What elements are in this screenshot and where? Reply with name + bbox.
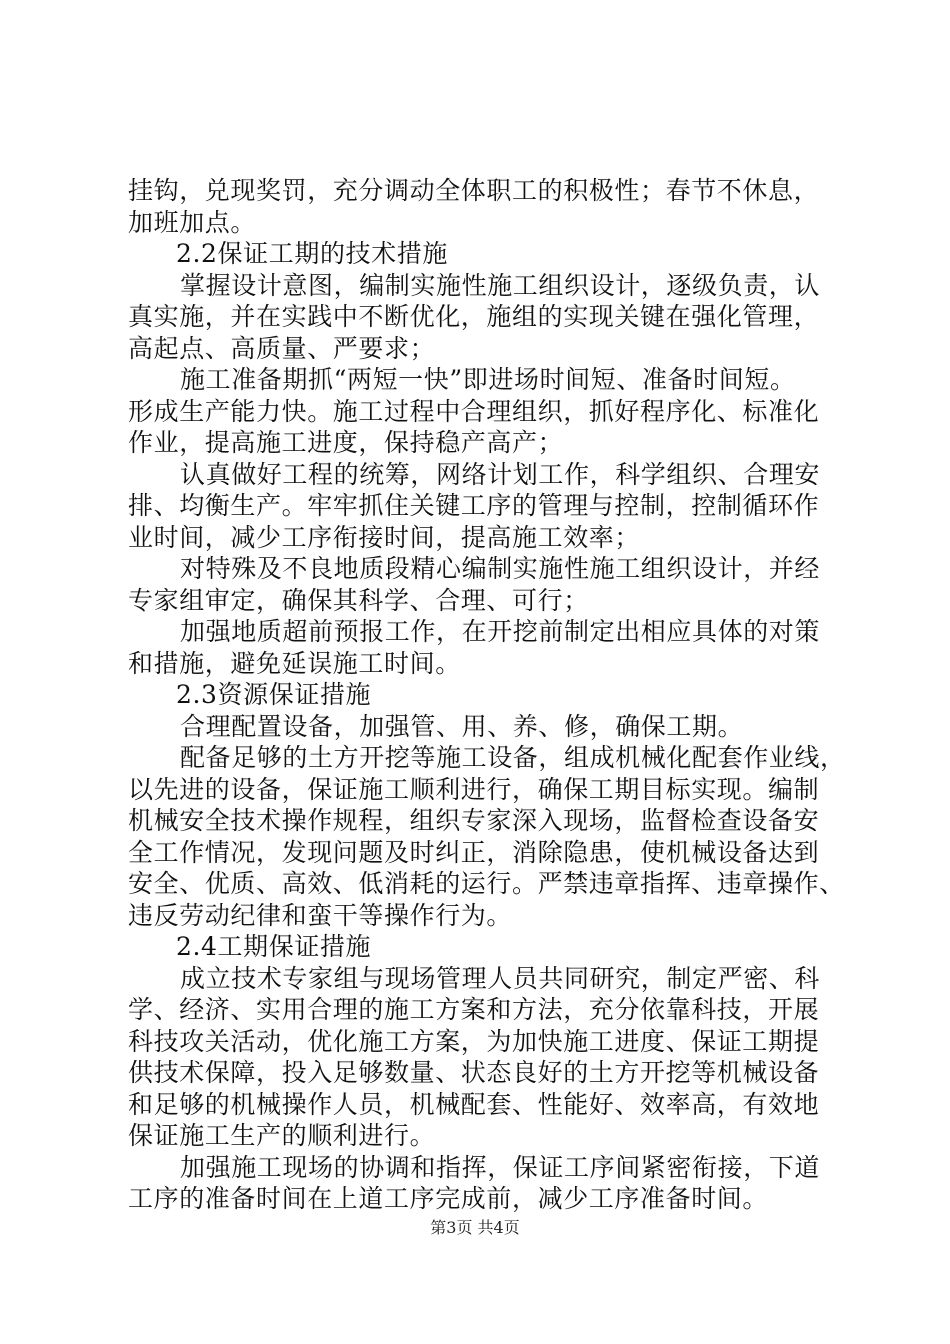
text-line: 业时间，减少工序衔接时间，提高施工效率；: [128, 522, 641, 552]
section-heading: 2.2保证工期的技术措施: [176, 239, 448, 268]
section-heading: 2.3资源保证措施: [176, 680, 372, 709]
text-line: 加班加点。: [128, 207, 257, 237]
page-footer: 第3页 共4页: [430, 1218, 520, 1237]
text-line: 真实施，并在实践中不断优化，施组的实现关键在强化管理，: [128, 302, 820, 331]
text-line: 认真做好工程的统筹，网络计划工作，科学组织、合理安: [180, 459, 821, 489]
text-line: 合理配置设备，加强管、用、养、修，确保工期。: [180, 711, 744, 741]
text-line: 全工作情况，发现问题及时纠正，消除隐患，使机械设备达到: [128, 837, 820, 867]
text-line: 以先进的设备，保证施工顺利进行，确保工期目标实现。编制: [128, 774, 820, 804]
text-line: 加强地质超前预报工作，在开挖前制定出相应具体的对策: [180, 617, 821, 646]
text-line: 保证施工生产的顺利进行。: [128, 1121, 436, 1150]
text-line: 机械安全技术操作规程，组织专家深入现场，监督检查设备安: [128, 806, 820, 835]
text-line: 专家组审定，确保其科学、合理、可行；: [128, 585, 589, 615]
text-line: 配备足够的土方开挖等施工设备，组成机械化配套作业线，: [180, 743, 846, 772]
text-line: 排、均衡生产。牢牢抓住关键工序的管理与控制，控制循环作: [128, 491, 820, 520]
text-line: 对特殊及不良地质段精心编制实施性施工组织设计，并经: [180, 554, 821, 583]
text-line: 掌握设计意图，编制实施性施工组织设计，逐级负责，认: [180, 270, 821, 300]
text-line: 高起点、高质量、严要求；: [128, 333, 436, 363]
text-line: 供技术保障，投入足够数量、状态良好的土方开挖等机械设备: [128, 1058, 820, 1087]
text-line: 成立技术专家组与现场管理人员共同研究，制定严密、科: [180, 963, 821, 993]
text-line: 形成生产能力快。施工过程中合理组织，抓好程序化、标准化: [128, 396, 820, 426]
text-line: 工序的准备时间在上道工序完成前，减少工序准备时间。: [128, 1184, 769, 1213]
text-line: 违反劳动纪律和蛮干等操作行为。: [128, 900, 513, 930]
text-line: 施工准备期抓“两短一快”即进场时间短、准备时间短。: [180, 365, 796, 394]
text-line: 和足够的机械操作人员，机械配套、性能好、效率高，有效地: [128, 1089, 820, 1119]
text-line: 和措施，避免延误施工时间。: [128, 648, 461, 678]
text-line: 科技攻关活动，优化施工方案，为加快施工进度、保证工期提: [128, 1026, 820, 1056]
text-line: 安全、优质、高效、低消耗的运行。严禁违章指挥、违章操作、: [128, 869, 845, 898]
document-body: [128, 175, 846, 1215]
text-line: 加强施工现场的协调和指挥，保证工序间紧密衔接，下道: [180, 1152, 821, 1182]
text-line: 作业，提高施工进度，保持稳产高产；: [128, 428, 564, 457]
section-heading: 2.4工期保证措施: [176, 932, 372, 961]
text-line: 挂钩，兑现奖罚，充分调动全体职工的积极性；春节不休息，: [128, 176, 820, 205]
text-line: 学、经济、实用合理的施工方案和方法，充分依靠科技，开展: [128, 995, 820, 1024]
